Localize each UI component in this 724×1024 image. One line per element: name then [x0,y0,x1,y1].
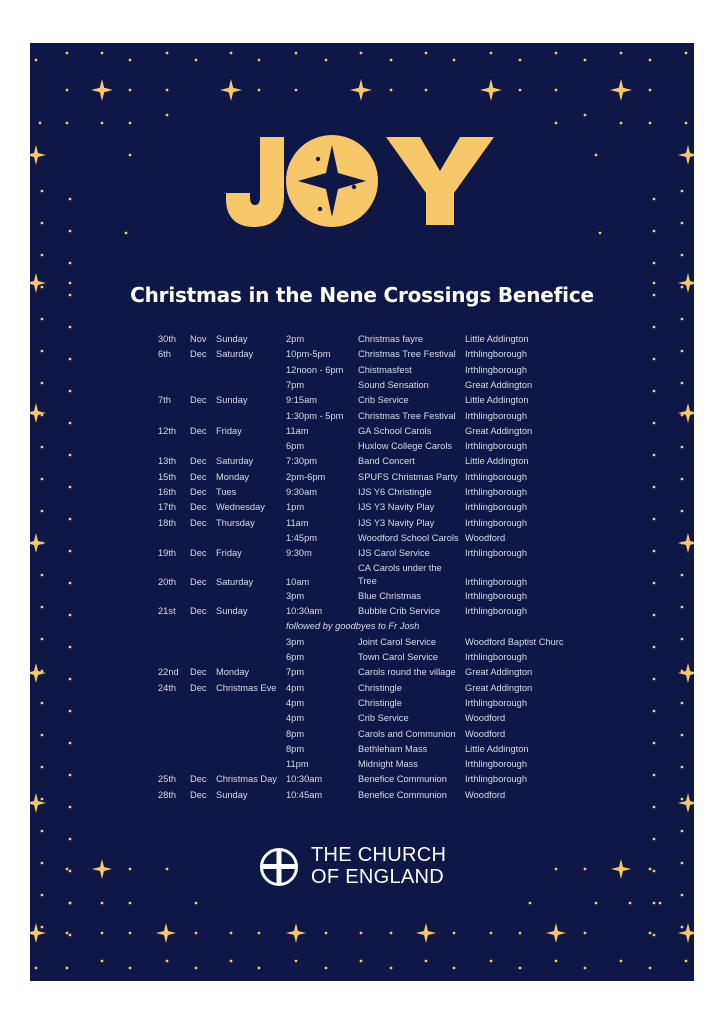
schedule-day: Thursday [216,517,255,528]
church-of-england-logo [259,843,469,891]
schedule-event: Christmas fayre [358,334,424,344]
schedule-time: 6pm [286,441,305,452]
schedule-time: 3pm [286,636,305,647]
schedule-time: 11am [286,425,309,436]
schedule-place: Irthlingborough [465,576,528,587]
schedule-event: Carols round the village [358,667,456,678]
schedule-event: Christingle [358,682,402,693]
schedule-place: Woodford Baptist Churc [465,636,564,647]
schedule-date: 25th [158,774,177,785]
schedule-date: 22nd [158,667,179,678]
schedule-place: Irthlingborough [465,502,528,513]
schedule-time: 8pm [286,743,305,754]
schedule-day: Monday [216,471,250,482]
schedule-place: Irthlingborough [465,441,528,452]
schedule-month: Dec [190,774,207,785]
schedule-event-line2: Tree [358,575,377,586]
schedule-event: Town Carol Service [358,652,439,662]
schedule-time: 9:30am [286,487,318,497]
schedule-month: Dec [190,502,207,513]
schedule-place: Woodford [465,713,506,724]
schedule-time: 12noon - 6pm [286,364,344,375]
schedule-time: 7pm [286,379,305,390]
schedule-date: 7th [158,395,171,406]
schedule-time: 10am [286,576,310,587]
schedule-month: Dec [190,517,207,528]
schedule-month: Dec [190,606,207,617]
schedule-event: Woodford School Carols [358,532,459,543]
schedule-event: Joint Carol Service [358,636,437,647]
schedule-event: Sound Sensation [358,379,429,390]
schedule-month: Dec [190,487,207,497]
schedule-day: Christmas Day [216,774,277,785]
schedule-place: Little Addington [465,395,529,406]
schedule-time: 6pm [286,652,305,662]
schedule-place: Great Addington [465,425,533,436]
schedule-place: Little Addington [465,456,529,467]
schedule-event: Christingle [358,697,402,708]
schedule-place: Irthlingborough [465,548,528,559]
schedule-time: 3pm [286,590,305,601]
schedule-event: Chistmasfest [358,364,412,375]
schedule-place: Irthlingborough [465,349,528,360]
poster-background [30,43,694,981]
schedule-date: 28th [158,789,177,800]
schedule-place: Irthlingborough [465,652,528,662]
schedule-event: SPUFS Christmas Party [358,471,458,482]
church-of-england-cross-icon [259,847,299,887]
schedule-time: 7:30pm [286,456,318,467]
schedule-month: Dec [190,789,207,800]
schedule-date: 18th [158,517,177,528]
schedule-time: 2pm-6pm [286,471,326,482]
schedule-place: Little Addington [465,743,529,754]
schedule-day: Sunday [216,395,248,406]
schedule-event: IJS Y3 Navity Play [358,502,435,513]
schedule-note: followed by goodbyes to Fr Josh [286,621,420,632]
schedule-place: Irthlingborough [465,487,528,497]
schedule-date: 6th [158,349,171,360]
schedule-time: 1:30pm - 5pm [286,410,344,421]
schedule-event: GA School Carols [358,425,432,436]
schedule-time: 9:30m [286,548,312,559]
schedule-place: Great Addington [465,682,533,693]
schedule-time: 8pm [286,728,305,739]
footer-line1: THE CHURCH [311,844,447,866]
schedule-date: 17th [158,502,177,513]
schedule-place: Irthlingborough [465,517,528,528]
schedule-day: Saturday [216,456,254,467]
schedule-event: Bethleham Mass [358,743,428,754]
schedule-event: IJS Y6 Christingle [358,487,432,497]
schedule-event: Bubble Crib Service [358,606,441,617]
schedule-time: 4pm [286,713,305,724]
page-title: Christmas in the Nene Crossings Benefice [130,283,594,307]
schedule-day: Friday [216,548,242,559]
schedule-date: 24th [158,682,177,693]
schedule-place: Woodford [465,789,506,800]
schedule-month: Dec [190,349,207,360]
schedule-date: 13th [158,456,177,467]
schedule-place: Irthlingborough [465,364,528,375]
schedule-place: Woodford [465,532,506,543]
schedule-time: 4pm [286,697,305,708]
schedule-event: Benefice Communion [358,774,447,785]
schedule-time: 1:45pm [286,532,318,543]
schedule-place: Great Addington [465,379,533,390]
schedule-place: Irthlingborough [465,606,528,617]
schedule-day: Saturday [216,349,254,360]
schedule-place: Irthlingborough [465,697,528,708]
schedule-month: Dec [190,471,207,482]
schedule-time: 10pm-5pm [286,349,331,360]
schedule-month: Dec [190,425,207,436]
schedule-place: Woodford [465,728,506,739]
schedule-event: Crib Service [358,713,409,724]
schedule-time: 11am [286,517,309,528]
schedule-time: 10:45am [286,789,323,800]
schedule-place: Irthlingborough [465,759,528,770]
schedule-month: Dec [190,395,207,406]
schedule-event: Huxlow College Carols [358,441,453,452]
schedule-day: Friday [216,425,242,436]
schedule-day: Monday [216,667,250,678]
schedule-date: 20th [158,576,177,587]
schedule-event: Christmas Tree Festival [358,410,456,421]
schedule-day: Sunday [216,606,248,617]
schedule-place: Little Addington [465,334,529,344]
schedule-month: Dec [190,682,207,693]
schedule-event: Benefice Communion [358,789,447,800]
schedule-date: 16th [158,487,177,497]
schedule-time: 10:30am [286,606,323,617]
schedule-event: Carols and Communion [358,728,456,739]
schedule-month: Dec [190,667,207,678]
schedule-event: Crib Service [358,395,409,406]
schedule-event: IJS Y3 Navity Play [358,517,435,528]
schedule-time: 9:15am [286,395,318,406]
schedule-date: 12th [158,425,177,436]
schedule-day: Saturday [216,576,254,587]
schedule-day: Tues [216,487,237,497]
schedule-date: 15th [158,471,177,482]
schedule-place: Irthlingborough [465,774,528,785]
schedule-event: IJS Carol Service [358,548,430,559]
schedule-event: Blue Christmas [358,590,422,601]
schedule-day: Sunday [216,789,248,800]
event-schedule [30,43,694,981]
schedule-date: 30th [158,334,177,344]
schedule-day: Wednesday [216,502,265,513]
schedule-month: Nov [190,334,207,344]
schedule-event: Midnight Mass [358,759,418,770]
footer-line2: OF ENGLAND [311,866,445,888]
schedule-place: Irthlingborough [465,471,528,482]
schedule-month: Dec [190,576,207,587]
schedule-place: Great Addington [465,667,533,678]
schedule-time: 1pm [286,502,305,513]
schedule-place: Irthlingborough [465,410,528,421]
schedule-event: CA Carols under the [358,562,442,573]
schedule-month: Dec [190,456,207,467]
schedule-month: Dec [190,548,207,559]
schedule-time: 7pm [286,667,305,678]
schedule-date: 19th [158,548,177,559]
schedule-event: Band Concert [358,456,415,467]
schedule-time: 11pm [286,759,309,770]
schedule-time: 2pm [286,334,305,344]
schedule-day: Sunday [216,334,248,344]
schedule-time: 4pm [286,682,305,693]
schedule-event: Christmas Tree Festival [358,349,456,360]
schedule-day: Christmas Eve [216,682,277,693]
schedule-date: 21st [158,606,176,617]
schedule-time: 10:30am [286,774,323,785]
schedule-place: Irthlingborough [465,590,528,601]
